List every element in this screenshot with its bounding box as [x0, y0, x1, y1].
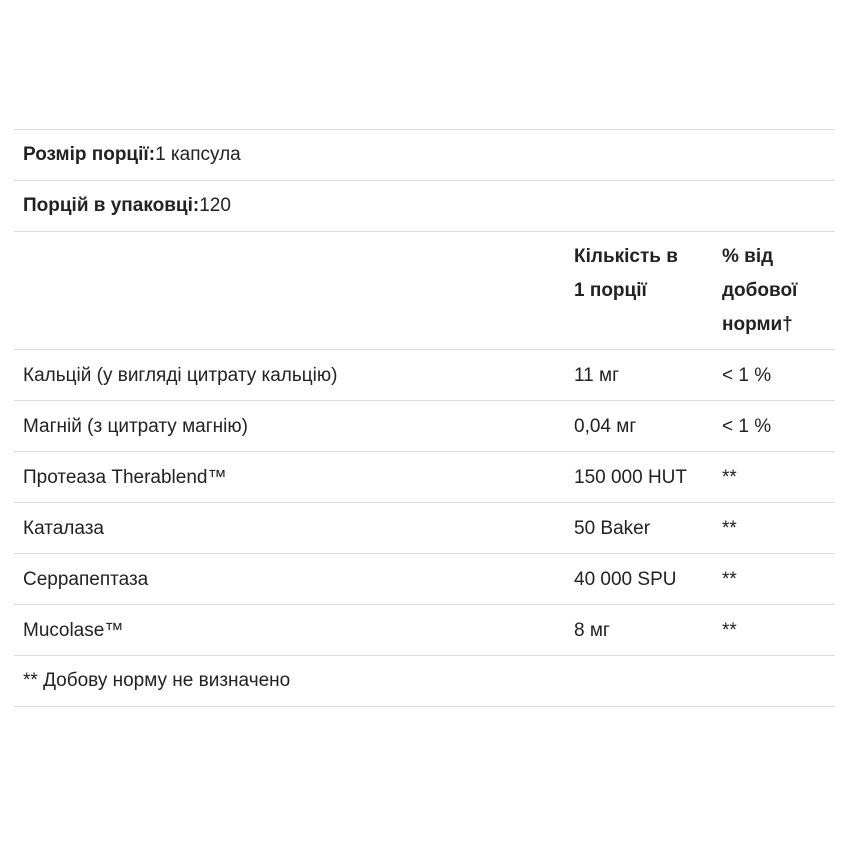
- ingredient-name: Mucolase™: [23, 620, 124, 641]
- table-row: [14, 350, 835, 401]
- header-dv-line3: норми†: [722, 314, 793, 335]
- header-name-cell: [14, 232, 565, 247]
- servings-per-container-value: 120: [199, 195, 231, 216]
- table-header-row: [14, 232, 835, 350]
- header-dv-line1: % від: [722, 246, 774, 267]
- ingredient-dv: **: [722, 620, 737, 641]
- supplement-facts-table: [14, 129, 835, 707]
- ingredient-dv: **: [722, 518, 737, 539]
- ingredient-dv: **: [722, 467, 737, 488]
- ingredient-amount: 11 мг: [574, 365, 619, 386]
- ingredient-dv: < 1 %: [722, 365, 772, 386]
- ingredient-name: Магній (з цитрату магнію): [23, 416, 248, 437]
- ingredient-name: Протеаза Therablend™: [23, 467, 227, 488]
- serving-size-label: Розмір порції:: [23, 144, 156, 165]
- header-dv-line2: добової: [722, 280, 798, 301]
- ingredient-name: Серрапептаза: [23, 569, 149, 590]
- table-row: [14, 401, 835, 452]
- header-amount-line2: 1 порції: [574, 280, 647, 301]
- ingredient-amount: 150 000 HUT: [574, 467, 688, 488]
- ingredient-name: Кальцій (у вигляді цитрату кальцію): [23, 365, 338, 386]
- ingredient-name: Каталаза: [23, 518, 104, 539]
- ingredient-amount: 0,04 мг: [574, 416, 637, 437]
- serving-size-value: 1 капсула: [155, 144, 241, 165]
- ingredient-dv: **: [722, 569, 737, 590]
- table-row: [14, 605, 835, 656]
- footnote-text: ** Добову норму не визначено: [23, 670, 291, 691]
- ingredient-amount: 8 мг: [574, 620, 610, 641]
- header-amount-line1: Кількість в: [574, 246, 678, 267]
- ingredient-dv: < 1 %: [722, 416, 772, 437]
- serving-size-row: [14, 130, 835, 181]
- ingredient-amount: 40 000 SPU: [574, 569, 677, 590]
- table-row: [14, 452, 835, 503]
- ingredient-amount: 50 Baker: [574, 518, 651, 539]
- footnote-row: [14, 656, 835, 707]
- table-row: [14, 503, 835, 554]
- servings-per-container-row: [14, 181, 835, 232]
- header-amount-cell: [565, 232, 713, 308]
- servings-per-container-label: Порцій в упаковці:: [23, 195, 200, 216]
- header-dv-cell: [713, 232, 835, 342]
- table-row: [14, 554, 835, 605]
